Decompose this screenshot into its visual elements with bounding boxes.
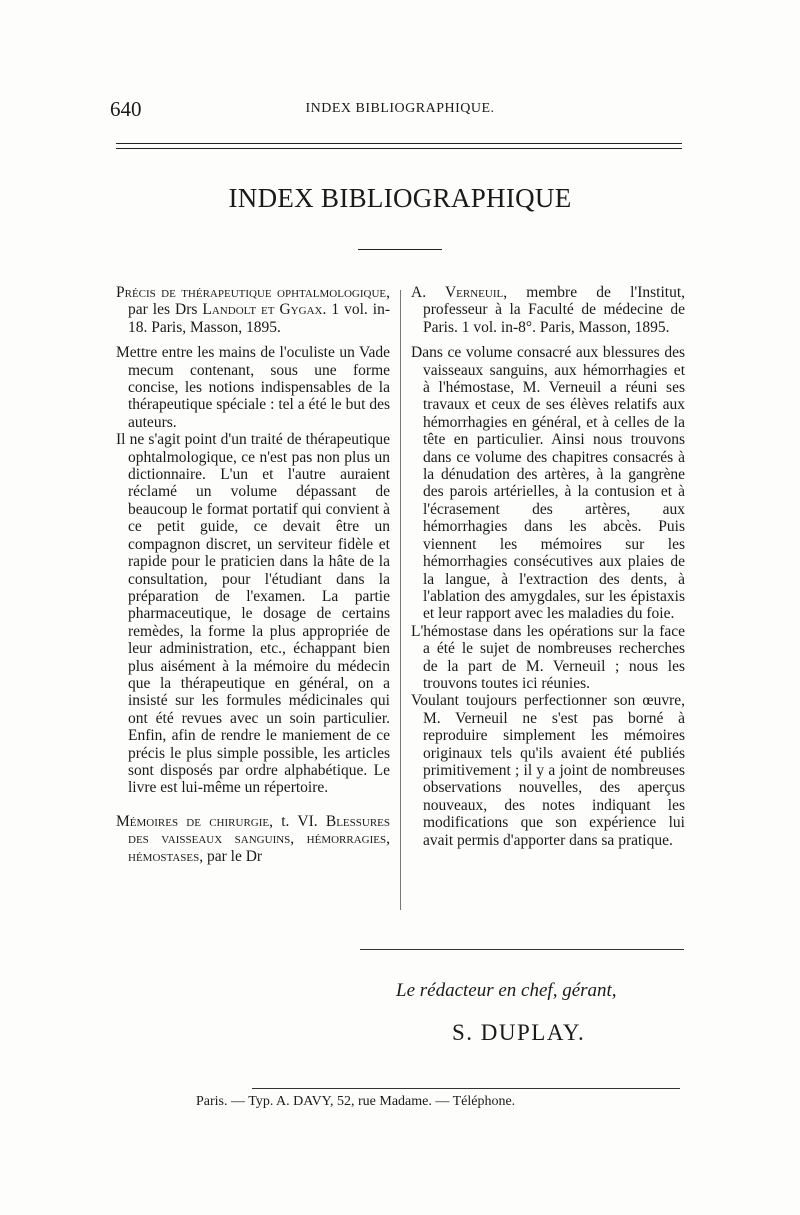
entry-publication: membre de l'Institut, professeur à la Faculté de médecine de Paris. 1 vol. in-8°. Paris, Masson, 1895. bbox=[423, 284, 686, 336]
printer-rule bbox=[252, 1088, 680, 1089]
entry-title-by: par le Dr bbox=[203, 847, 263, 865]
running-title: INDEX BIBLIOGRAPHIQUE. bbox=[305, 101, 495, 116]
review-paragraph: Il ne s'agit point d'un traité de thérapeutique ophtalmologique, ce n'est pas non plus un dictionnaire. L'un et l'autre auraient réclamé un volume dépassant de beaucoup le format portatif qui convient à ce petit guide, ce devait être un compagnon discret, un serviteur fidèle et rapide pour le praticien dans la hâte de la consultation, pour l'étudiant dans la préparation de l'examen. La partie pharmaceutique, le dosage de certains remèdes, la forme la plus appropriée de leur administration, etc., échappant bien plus aisément à la mémoire du médecin que la thérapeutique en général, on a insisté sur les formules médicinales qui ont été revues avec un soin particulier. Enfin, afin de rendre le maniement de ce précis le plus simple possible, les articles sont disposés par ordre alphabétique. Le livre est lui-même un répertoire. bbox=[116, 431, 390, 797]
running-head bbox=[110, 97, 690, 127]
title-divider bbox=[358, 249, 442, 250]
editor-role: Le rédacteur en chef, gérant, bbox=[396, 980, 617, 1001]
entry-title-memoires bbox=[116, 813, 390, 865]
review-paragraph: Dans ce volume consacré aux blessures des vaisseaux sanguins, aux hémorrhagies et à l'hémostase, M. Verneuil a réuni ses travaux et ceux de ses élèves relatifs aux hémorrhagies en général, et à celles de la tête en particulier. Ainsi nous trouvons dans ce volume des chapitres consacrés à la dénudation des artères, à la gangrène des parois artérielles, à la contusion et à l'écrasement des artères, aux hémorrhagies dans les abcès. Puis viennent les mémoires sur les hémorrhagies consécutives aux plaies de la langue, à l'extraction des dents, à l'ablation des amygdales, sur les épistaxis et leur rapport avec les maladies du foie. bbox=[411, 344, 685, 623]
entry-title-precis bbox=[116, 284, 390, 336]
page-number: 640 bbox=[110, 97, 142, 121]
entry-body-memoires bbox=[411, 344, 685, 849]
entry-title-main: Mémoires de chirurgie, bbox=[116, 812, 273, 830]
review-paragraph: Voulant toujours perfectionner son œuvre, M. Verneuil ne s'est pas borné à reproduire simplement les mémoires originaux tels qu'ils avaient été publiés primitivement ; il y a joint de nombreuses observations nouvelles, des aperçus nouveaux, des notes indiquant les modifications que son expérience lui avait permis d'apporter dans sa pratique. bbox=[411, 692, 685, 849]
review-paragraph: L'hémostase dans les opérations sur la face a été le sujet de nombreuses recherches de la part de M. Verneuil ; nous les trouvons toutes ici réunies. bbox=[411, 622, 685, 692]
entry-volume: t. VI. bbox=[272, 812, 326, 830]
right-column bbox=[411, 284, 685, 849]
entry-authors: Landolt et Gygax. bbox=[202, 301, 327, 319]
entry-publication: 1 vol. in-18. Paris, Masson, 1895. bbox=[128, 301, 390, 336]
left-column bbox=[116, 284, 390, 873]
section-title: INDEX BIBLIOGRAPHIQUE bbox=[228, 183, 572, 213]
entry-title-by: par les Drs bbox=[128, 301, 203, 319]
entry-authors: A. Verneuil, bbox=[411, 284, 508, 301]
printer-imprint: Paris. — Typ. A. DAVY, 52, rue Madame. — Téléphone. bbox=[196, 1094, 516, 1109]
entry-body-precis bbox=[116, 344, 390, 797]
entry-title-main: Précis de thérapeutique ophtalmologique, bbox=[116, 284, 390, 301]
review-paragraph: Mettre entre les mains de l'oculiste un Vade mecum contenant, sous une forme concise, les notions indispensables de la thérapeutique spéciale : tel a été le but des auteurs. bbox=[116, 344, 390, 431]
entry-title-memoires-cont bbox=[411, 284, 685, 336]
column-divider bbox=[400, 290, 401, 910]
header-double-rule bbox=[116, 143, 682, 149]
closing-rule bbox=[360, 949, 684, 950]
entry-subtitle: Blessures des vaisseaux sanguins, hémorragies, hémostases, bbox=[128, 812, 390, 865]
editor-name: S. DUPLAY. bbox=[452, 1020, 586, 1045]
